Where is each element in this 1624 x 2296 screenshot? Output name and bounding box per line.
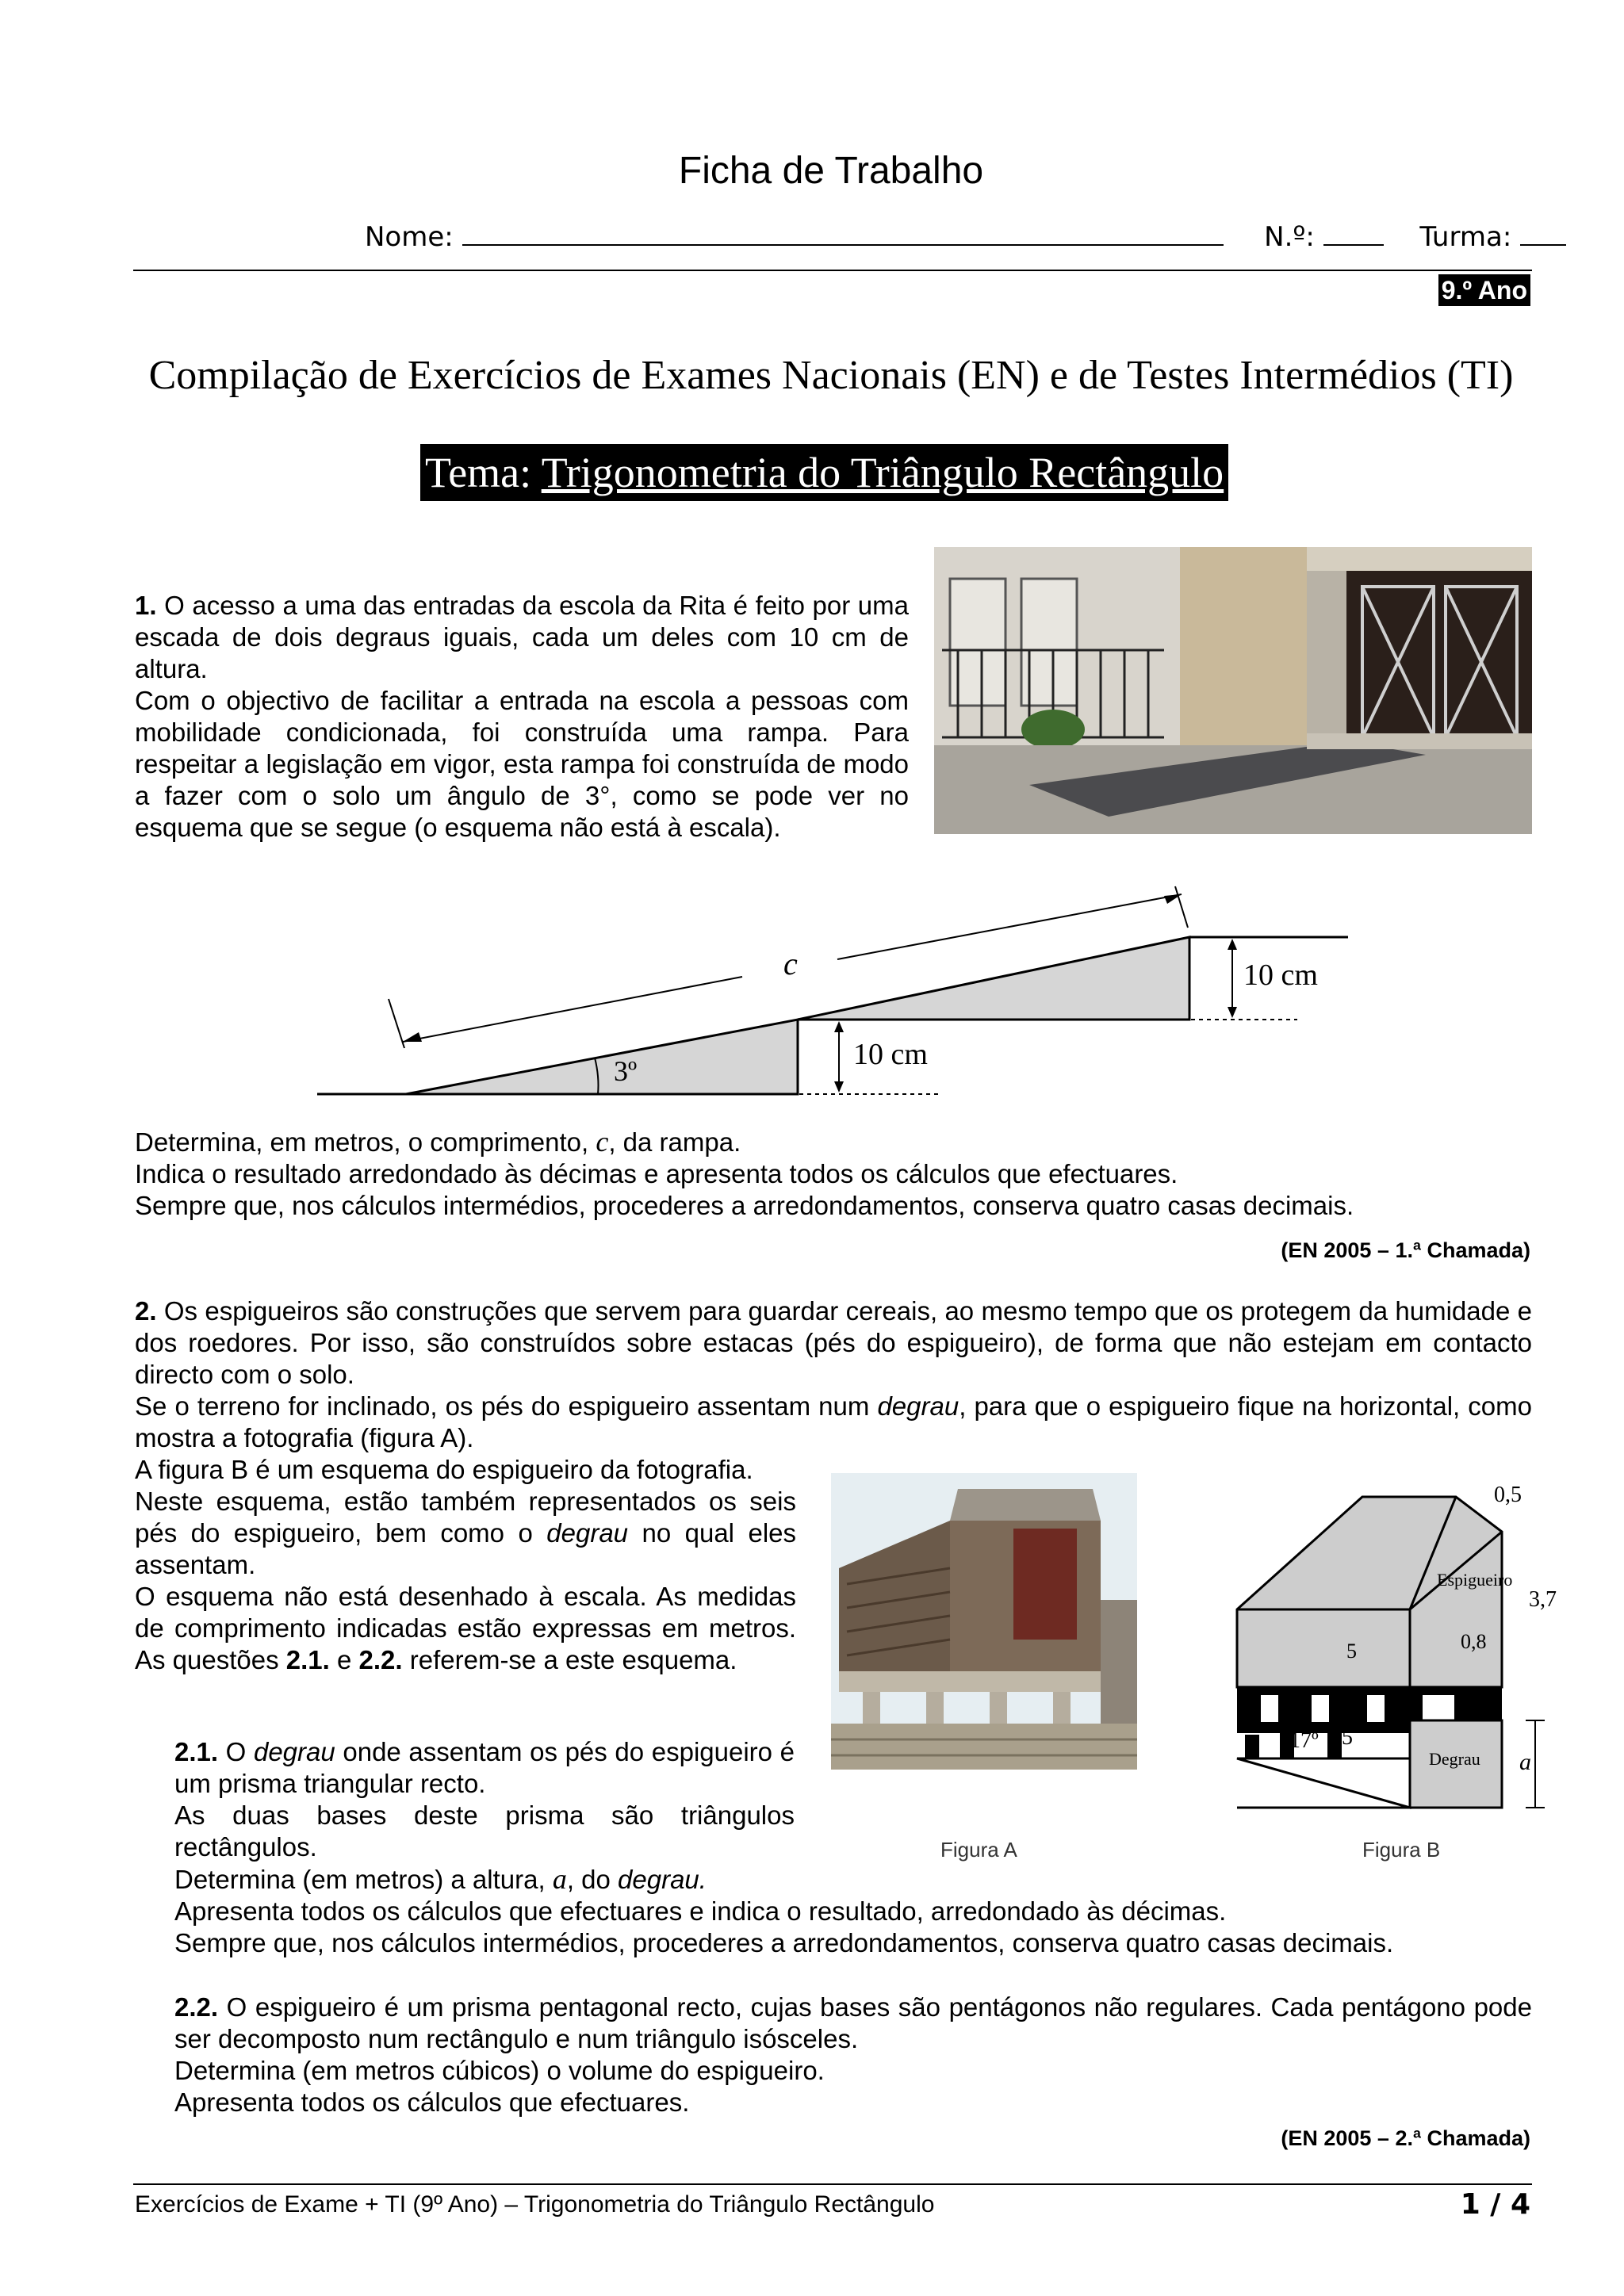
degrau-height-var: a xyxy=(1519,1749,1531,1775)
page-title: Ficha de Trabalho xyxy=(678,150,984,192)
width-top-label: 5 xyxy=(1346,1640,1357,1663)
q1-number: 1. xyxy=(135,591,157,620)
name-field[interactable] xyxy=(462,220,1224,246)
q21-task: Determina (em metros) a altura, a, do degrau. Apresenta todos os cálculos que efectuares e indica o resultado, arredondado às décimas. Sempre que, nos cálculos intermédios, procederes a arredondamentos, conserva quatro casas decimais. xyxy=(174,1863,1394,1957)
q21-number: 2.1. xyxy=(174,1737,219,1766)
header-rule xyxy=(133,270,1532,271)
ramp-angle-label: 3º xyxy=(614,1055,638,1087)
topic-prefix: Tema: xyxy=(425,449,542,496)
q1-task: Determina, em metros, o comprimento, c, da rampa. Indica o resultado arredondado às décimas e apresenta todos os cálculos que efectuares. Sempre que, nos cálculos intermédios, procederes a arredondamentos, conserva quatro casas decimais. xyxy=(135,1126,1354,1220)
roof-height-label: 0,5 xyxy=(1494,1483,1522,1507)
degrau-angle-label: 17º xyxy=(1289,1728,1319,1753)
width-bottom-label: 5 xyxy=(1342,1725,1353,1750)
topic-banner xyxy=(420,444,1228,501)
leg-height-label: 0,8 xyxy=(1461,1630,1487,1653)
class-field[interactable] xyxy=(1520,220,1566,246)
footer-text: Exercícios de Exame + TI (9º Ano) – Trigonometria do Triângulo Rectângulo xyxy=(135,2191,935,2218)
q22-number: 2.2. xyxy=(174,1992,219,2022)
degrau-label: Degrau xyxy=(1429,1749,1480,1769)
q22-text: 2.2. O espigueiro é um prisma pentagonal recto, cujas bases são pentágonos não regulares. Cada pentágono pode ser decomposto num rectângulo e num triângulo isósceles. Determina (em metros cúbicos) o volume do espigueiro. Apresenta todos os cálculos que efectuares. xyxy=(174,1992,1532,2117)
q2-inclined: Se o terreno for inclinado, os pés do espigueiro assentam num degrau, para que o espigueiro fique na horizontal, como mostra a fotografia (figura A). xyxy=(135,1391,1532,1452)
q2-intro: 2. Os espigueiros são construções que servem para guardar cereais, ao mesmo tempo que os protegem da humidade e dos roedores. Por isso, são construídos sobre estacas (pés do espigueiro), de forma que não estejam em contacto directo com o solo. xyxy=(135,1296,1532,1389)
ramp-length-label: c xyxy=(783,946,798,982)
name-line xyxy=(365,220,1566,253)
ramp-photo xyxy=(934,547,1532,834)
footer-rule xyxy=(133,2183,1532,2185)
figure-a-caption: Figura A xyxy=(940,1838,1017,1862)
q21-text: 2.1. O degrau onde assentam os pés do espigueiro é um prisma triangular recto. As duas bases deste prisma são triângulos rectângulos. xyxy=(174,1737,795,1862)
q2-number: 2. xyxy=(135,1296,157,1326)
q1-task-var: c xyxy=(596,1126,609,1158)
q1-body: Com o objectivo de facilitar a entrada na escola a pessoas com mobilidade condicionada, foi construída uma rampa. Para respeitar a legislação em vigor, esta rampa foi construída de modo a fazer com o solo um ângulo de 3°, como se pode ver no esquema que se segue (o esquema não está à escala). xyxy=(135,686,909,842)
number-field[interactable] xyxy=(1323,220,1384,246)
number-label: N.º: xyxy=(1264,221,1315,253)
espigueiro-photo xyxy=(831,1473,1137,1770)
figure-b-caption: Figura B xyxy=(1362,1838,1441,1862)
step1-height-label: 10 cm xyxy=(853,1038,928,1071)
q1-source: (EN 2005 – 1.ª Chamada) xyxy=(1281,1238,1530,1262)
q1-intro: 1. O acesso a uma das entradas da escola da Rita é feito por uma escada de dois degraus iguais, cada um deles com 10 cm de altura. xyxy=(135,591,909,683)
espigueiro-schema xyxy=(1224,1483,1557,1816)
q2-source: (EN 2005 – 2.ª Chamada) xyxy=(1281,2126,1530,2150)
topic-name: Trigonometria do Triângulo Rectângulo xyxy=(541,449,1224,496)
page-number: 1 / 4 xyxy=(1460,2188,1530,2221)
year-badge: 9.º Ano xyxy=(1438,274,1530,306)
q2-schema-text: A figura B é um esquema do espigueiro da fotografia. Neste esquema, estão também representados os seis pés do espigueiro, bem como o degrau no qual eles assentam. O esquema não está desenhado à escala. As medidas de comprimento indicadas estão expressas em metros. As questões 2.1. e 2.2. referem-se a este esquema. xyxy=(135,1455,796,1674)
ramp-diagram xyxy=(314,878,1361,1108)
espigueiro-label: Espigueiro xyxy=(1437,1570,1513,1590)
compilation-title: Compilação de Exercícios de Exames Nacionais (EN) e de Testes Intermédios (TI) xyxy=(148,353,1514,398)
step2-height-label: 10 cm xyxy=(1243,959,1318,992)
wall-height-label: 3,7 xyxy=(1529,1587,1557,1612)
class-label: Turma: xyxy=(1419,221,1512,253)
name-label: Nome: xyxy=(365,221,454,253)
